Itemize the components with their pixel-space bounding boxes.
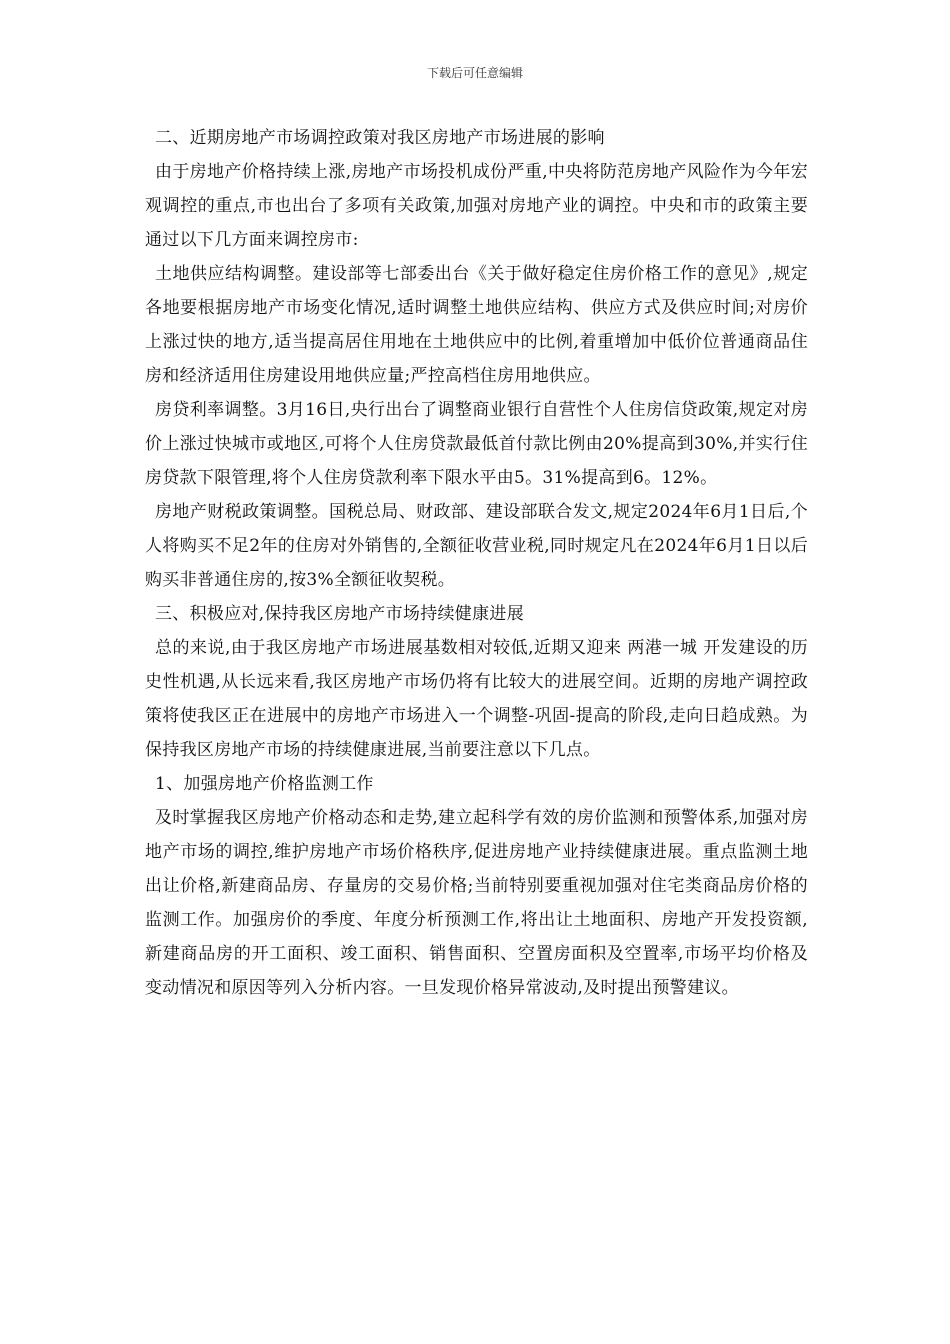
paragraph-tax-policy: 房地产财税政策调整。国税总局、财政部、建设部联合发文,规定2024年6月1日后,个人将购买不足2年的住房对外销售的,全额征收营业税,同时规定凡在2024年6月1日以后购买非普通住房的,按3%全额征收契税。 xyxy=(145,502,808,590)
paragraph-outlook: 总的来说,由于我区房地产市场进展基数相对较低,近期又迎来 两港一城 开发建设的历史性机遇,从长远来看,我区房地产市场仍将有比较大的进展空间。近期的房地产调控政策将使我区正在进展中的房地产市场进入一个调整-巩固-提高的阶段,走向日趋成熟。为保持我区房地产市场的持续健康进展,当前要注意以下几点。 xyxy=(145,638,808,760)
subsection-heading-1: 1、加强房地产价格监测工作 xyxy=(155,774,374,794)
page-header-note: 下载后可任意编辑 xyxy=(426,66,523,80)
paragraph-mortgage-rate: 房贷利率调整。3月16日,央行出台了调整商业银行自营性个人住房信贷政策,规定对房价上涨过快城市或地区,可将个人住房贷款最低首付款比例由20%提高到30%,并实行住房贷款下限管理,将个人住房贷款利率下限水平由5。31%提高到6。12%。 xyxy=(145,400,808,488)
paragraph-land-supply: 土地供应结构调整。建设部等七部委出台《关于做好稳定住房价格工作的意见》,规定各地要根据房地产市场变化情况,适时调整土地供应结构、供应方式及供应时间;对房价上涨过快的地方,适当提高居住用地在土地供应中的比例,着重增加中低价位普通商品住房和经济适用住房建设用地供应量;严控高档住房用地供应。 xyxy=(145,264,808,386)
section-heading-2: 二、近期房地产市场调控政策对我区房地产市场进展的影响 xyxy=(155,128,605,148)
document-body xyxy=(145,121,808,1005)
section-heading-3: 三、积极应对,保持我区房地产市场持续健康进展 xyxy=(155,604,525,624)
paragraph-background: 由于房地产价格持续上涨,房地产市场投机成份严重,中央将防范房地产风险作为今年宏观调控的重点,市也出台了多项有关政策,加强对房地产业的调控。中央和市的政策主要通过以下几方面来调控房市: xyxy=(145,162,808,250)
paragraph-price-monitoring: 及时掌握我区房地产价格动态和走势,建立起科学有效的房价监测和预警体系,加强对房地产市场的调控,维护房地产市场价格秩序,促进房地产业持续健康进展。重点监测土地出让价格,新建商品房、存量房的交易价格;当前特别要重视加强对住宅类商品房价格的监测工作。加强房价的季度、年度分析预测工作,将出让土地面积、房地产开发投资额,新建商品房的开工面积、竣工面积、销售面积、空置房面积及空置率,市场平均价格及变动情况和原因等列入分析内容。一旦发现价格异常波动,及时提出预警建议。 xyxy=(145,808,808,998)
